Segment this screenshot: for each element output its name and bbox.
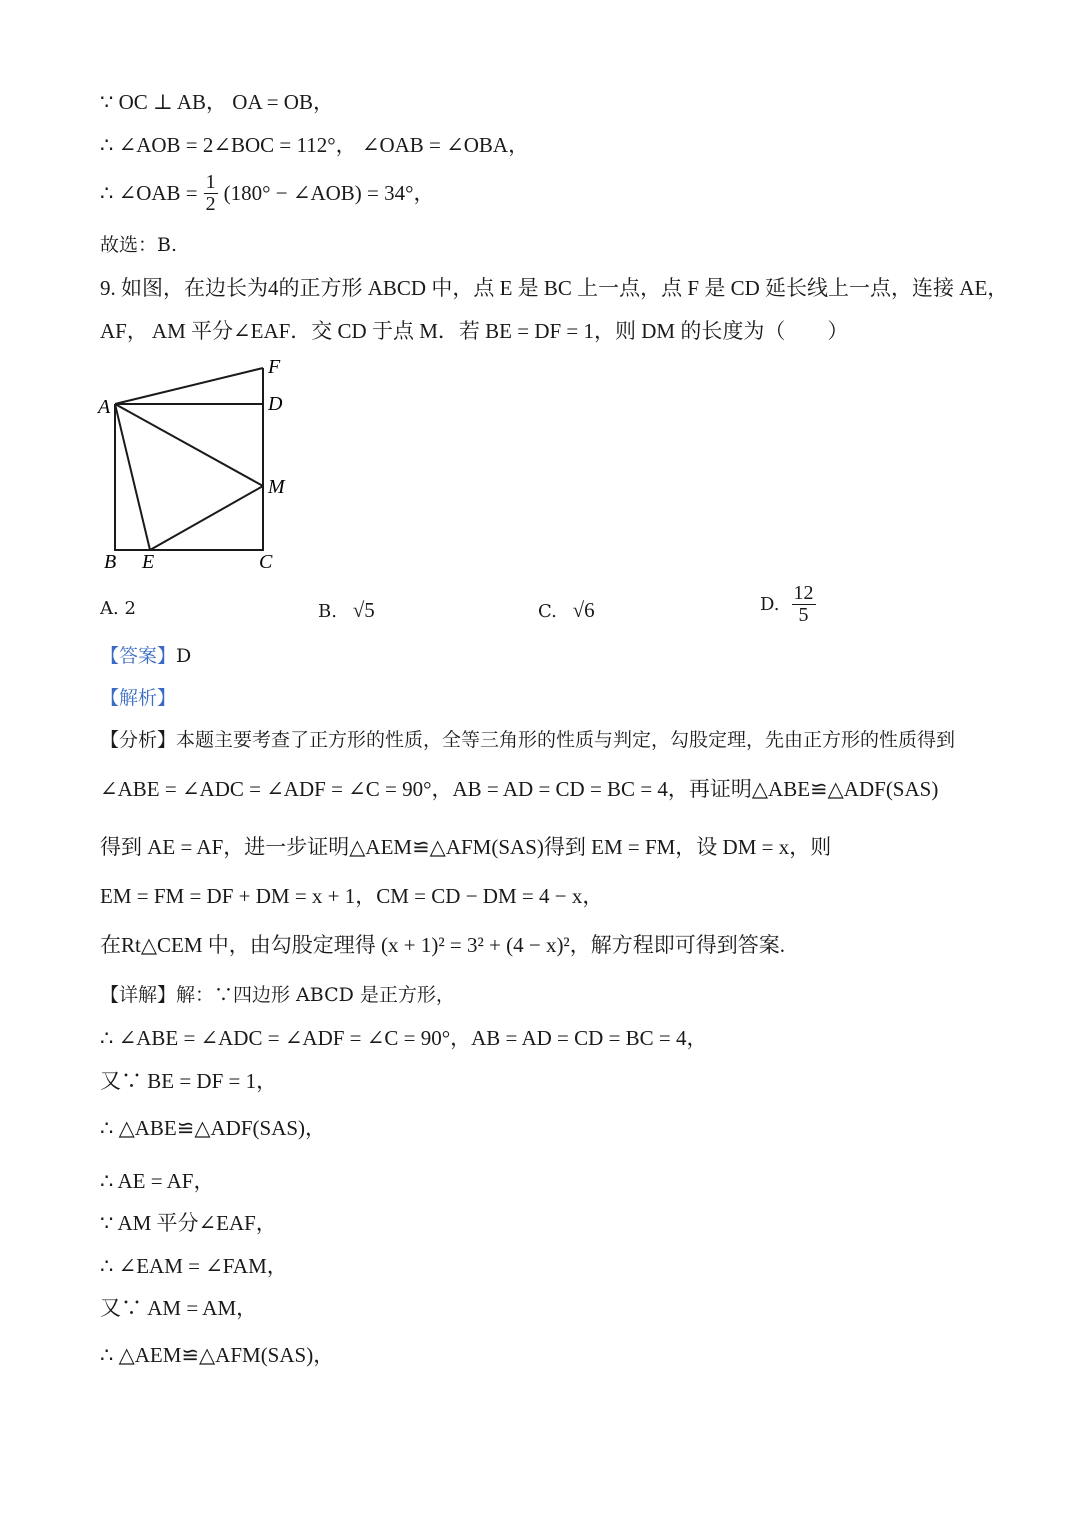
detail-line-5: ∴ AE = AF，	[100, 1169, 215, 1193]
detail-line-4: ∴ △ABE≌△ADF(SAS)，	[100, 1116, 327, 1140]
fraction-denominator: 2	[205, 193, 216, 215]
answer-line	[100, 647, 191, 666]
option-c	[538, 598, 595, 623]
detail-text-1: 解：∵四边形 ABCD 是正方形，	[176, 984, 455, 1006]
segment-AM	[115, 404, 263, 486]
option-d-prefix: D.	[760, 594, 780, 615]
detail-line-8: 又∵ AM = AM，	[100, 1296, 258, 1320]
fraction-numerator: 1	[205, 171, 216, 193]
prev-solution-line-3-post: (180° − ∠AOB) = 34°，	[223, 181, 435, 205]
analysis-text-1: 本题主要考查了正方形的性质，全等三角形的性质与判定，勾股定理，先由正方形的性质得到	[176, 729, 956, 751]
label-M: M	[268, 476, 285, 498]
detail-line-2: ∴ ∠ABE = ∠ADC = ∠ADF = ∠C = 90°，AB = AD = CD = BC = 4，	[100, 1026, 708, 1050]
label-C: C	[259, 551, 273, 573]
option-b	[318, 598, 375, 623]
label-E: E	[142, 551, 155, 573]
answer-tag: 【答案】	[100, 645, 177, 667]
option-d-fraction	[792, 583, 816, 626]
label-F: F	[268, 356, 281, 378]
option-b-value: √5	[352, 598, 375, 622]
segment-AE	[115, 404, 150, 550]
question-line-1: 9. 如图，在边长为4的正方形 ABCD 中，点 E 是 BC 上一点，点 F 是 CD 延长线上一点，连接 AE，	[100, 276, 1009, 300]
option-a: A. 2	[100, 598, 136, 619]
option-c-value: √6	[572, 598, 595, 622]
detail-line-7: ∴ ∠EAM = ∠FAM，	[100, 1254, 288, 1278]
analysis-line-3: 得到 AE = AF，进一步证明△AEM≌△AFM(SAS)得到 EM = FM，设 DM = x，则	[100, 835, 832, 859]
prev-solution-line-1: ∵ OC ⊥ AB， OA = OB，	[100, 90, 334, 114]
segment-AF	[115, 368, 263, 404]
analysis-line-5: 在Rt△CEM 中，由勾股定理得 (x + 1)² = 3² + (4 − x)²，解方程即可得到答案.	[100, 933, 785, 957]
label-D: D	[268, 393, 283, 415]
prev-solution-line-3-pre: ∴ ∠OAB =	[100, 181, 198, 205]
option-d-denominator: 5	[798, 604, 809, 626]
answer-value: D	[176, 645, 192, 667]
detail-line-9: ∴ △AEM≌△AFM(SAS)，	[100, 1343, 335, 1367]
option-c-prefix: C.	[538, 601, 557, 622]
analysis-line-1	[100, 731, 955, 750]
question-line-2: AF， AM 平分∠EAF．交 CD 于点 M．若 BE = DF = 1，则 DM 的长度为（ ）	[100, 319, 849, 343]
prev-solution-conclusion: 故选：B.	[100, 234, 178, 256]
prev-solution-line-3	[100, 172, 435, 215]
segment-EM	[150, 486, 263, 550]
label-A: A	[98, 396, 111, 418]
geometry-figure	[90, 352, 300, 577]
analysis-tag: 【分析】	[100, 729, 177, 751]
option-d-numerator: 12	[793, 582, 814, 604]
option-b-prefix: B.	[318, 601, 337, 622]
analysis-heading: 【解析】	[100, 687, 177, 709]
one-half-fraction	[204, 172, 218, 215]
option-d	[760, 583, 816, 626]
detail-line-3: 又∵ BE = DF = 1，	[100, 1069, 278, 1093]
analysis-line-2: ∠ABE = ∠ADC = ∠ADF = ∠C = 90°，AB = AD = CD = BC = 4，再证明△ABE≌△ADF(SAS)	[100, 777, 939, 801]
prev-solution-line-2: ∴ ∠AOB = 2∠BOC = 112°， ∠OAB = ∠OBA，	[100, 133, 530, 157]
detail-line-6: ∵ AM 平分∠EAF，	[100, 1211, 277, 1235]
analysis-line-4: EM = FM = DF + DM = x + 1，CM = CD − DM = 4 − x，	[100, 884, 604, 908]
detail-line-1	[100, 986, 455, 1005]
label-B: B	[104, 551, 117, 573]
detail-tag: 【详解】	[100, 984, 177, 1006]
